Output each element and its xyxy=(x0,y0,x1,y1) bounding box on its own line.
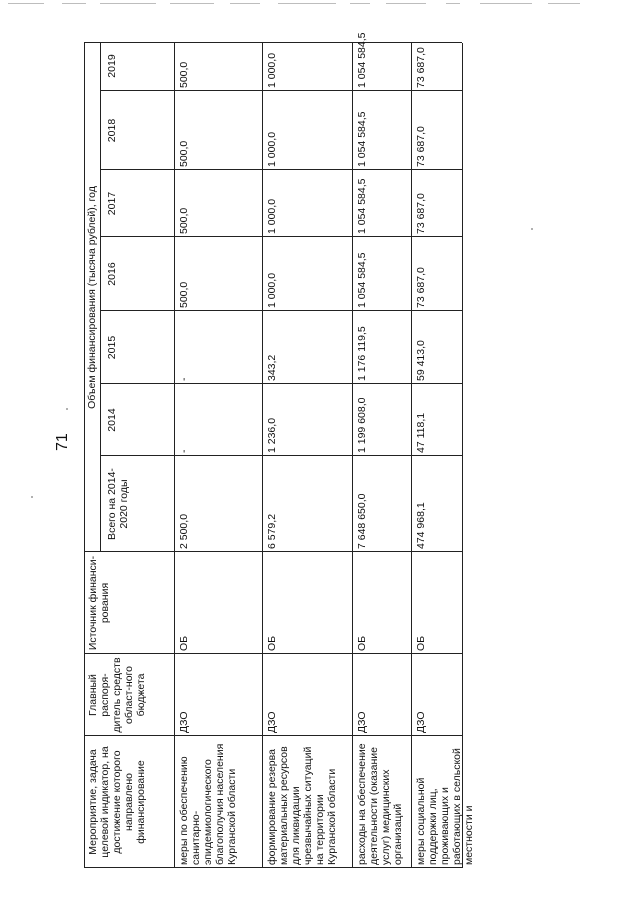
row2-measure: формирование резерва материальных ресурсов для ликвидации чрезвычайных ситуаций на территории Курганской области xyxy=(266,746,338,865)
header-year-2018: 2018 xyxy=(106,118,118,143)
row1-manager: ДЗО xyxy=(178,711,190,733)
column-border xyxy=(100,310,462,311)
row4-manager: ДЗО xyxy=(415,711,427,733)
header-year-2019: 2019 xyxy=(106,54,118,78)
row4-measure: меры социальной поддержки лиц, проживающих и работающих в сельской местности и xyxy=(415,748,475,865)
row3-2019: 1 054 584,5 xyxy=(356,32,368,88)
row1-2016: 500,0 xyxy=(178,281,190,308)
column-border xyxy=(100,169,462,170)
rotated-table-wrapper xyxy=(84,32,475,868)
row2-2018: 1 000,0 xyxy=(266,131,278,167)
column-border xyxy=(84,551,462,552)
header-year-2017: 2017 xyxy=(106,191,118,216)
column-border xyxy=(84,653,462,654)
scan-speck xyxy=(66,408,68,410)
header-source: Источник финанси-рования xyxy=(87,555,111,651)
header-funding-group: Объем финансирования (тысяча рублей), год xyxy=(86,186,98,409)
table-border-right xyxy=(84,42,462,43)
row2-manager: ДЗО xyxy=(266,711,278,733)
row3-2016: 1 054 584,5 xyxy=(356,252,368,308)
row3-manager: ДЗО xyxy=(356,711,368,733)
row1-2017: 500,0 xyxy=(178,207,190,234)
row4-2018: 73 687,0 xyxy=(415,126,427,167)
row3-measure: расходы на обеспечение деятельности (оказание услуг) медицинских организаций xyxy=(356,743,404,865)
row4-2016: 73 687,0 xyxy=(415,267,427,308)
row3-2018: 1 054 584,5 xyxy=(356,111,368,167)
row2-2017: 1 000,0 xyxy=(266,198,278,234)
column-border xyxy=(100,383,462,384)
row3-total: 7 648 650,0 xyxy=(356,493,368,549)
column-border xyxy=(100,90,462,91)
header-total: Всего на 2014-2020 годы xyxy=(106,468,130,540)
row1-2019: 500,0 xyxy=(178,61,190,88)
row1-2014: - xyxy=(178,449,190,453)
row1-2018: 500,0 xyxy=(178,140,190,167)
scan-edge-artifact xyxy=(0,0,640,10)
row1-measure: меры по обеспечению санитарно-эпидемиологического благополучия населения Курганской области xyxy=(178,743,238,865)
row2-2014: 1 236,0 xyxy=(266,417,278,453)
header-year-2014: 2014 xyxy=(106,408,118,432)
row1-source: ОБ xyxy=(178,635,190,651)
funding-group-underline xyxy=(100,43,101,552)
table-border-left xyxy=(84,867,462,868)
row3-2015: 1 176 119,5 xyxy=(356,326,368,381)
row1-total: 2 500,0 xyxy=(178,513,190,549)
funding-table xyxy=(84,32,475,868)
row3-source: ОБ xyxy=(356,635,368,651)
row4-2017: 73 687,0 xyxy=(415,193,427,234)
row4-2014: 47 118,1 xyxy=(415,412,427,453)
table-border-top xyxy=(84,43,85,868)
row3-2017: 1 054 584,5 xyxy=(356,178,368,234)
scan-speck xyxy=(531,228,533,230)
row4-total: 474 968,1 xyxy=(415,502,427,549)
column-border xyxy=(100,455,462,456)
row1-2015: - xyxy=(178,377,190,381)
row2-2019: 1 000,0 xyxy=(266,52,278,88)
row4-source: ОБ xyxy=(415,635,427,651)
page-number: 71 xyxy=(54,433,71,451)
header-manager: Главный распоря-дитель средств област-ного бюджета xyxy=(87,657,147,733)
column-border xyxy=(84,735,462,736)
row3-2014: 1 199 608,0 xyxy=(356,397,368,453)
header-measure: Мероприятие, задача целевой индикатор, на достижение которого направлено финансирование xyxy=(87,746,147,858)
row2-2015: 343,2 xyxy=(266,354,278,381)
header-year-2016: 2016 xyxy=(106,262,118,286)
row4-2019: 73 687,0 xyxy=(415,47,427,88)
row4-2015: 59 413,0 xyxy=(415,340,427,381)
row2-total: 6 579,2 xyxy=(266,513,278,549)
row2-2016: 1 000,0 xyxy=(266,272,278,308)
header-year-2015: 2015 xyxy=(106,335,118,360)
column-border xyxy=(100,236,462,237)
scan-speck xyxy=(31,496,33,498)
row2-source: ОБ xyxy=(266,635,278,651)
